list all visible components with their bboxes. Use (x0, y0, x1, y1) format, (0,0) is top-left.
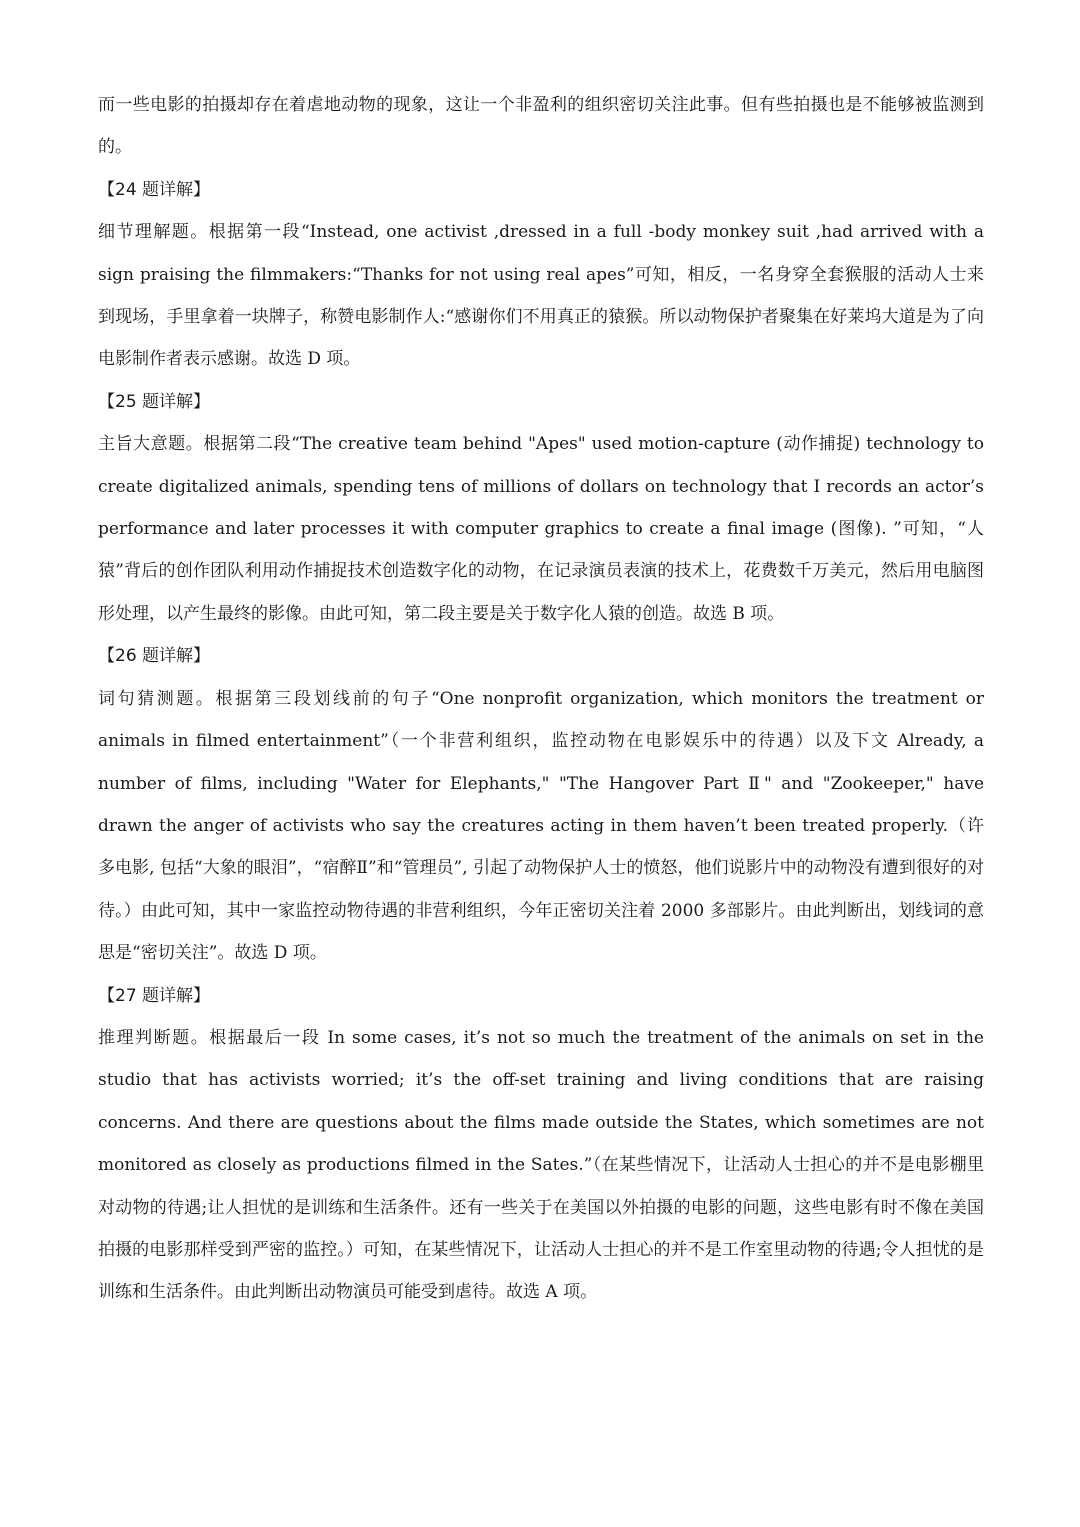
section-body-27: 推理判断题。根据最后一段 In some cases, it’s not so much the treatment of the animals on set in the studio that has activists worried; it’s the off-set training and living conditions that are raising concerns. And there are questions about the films made outside the States, which sometimes are not monitored as closely as productions filmed in the Sates.”（在某些情况下，让活动人士担心的并不是电影棚里对动物的待遇;让人担忧的是训练和生活条件。还有一些关于在美国以外拍摄的电影的问题，这些电影有时不像在美国拍摄的电影那样受到严密的监控。）可知，在某些情况下，让活动人士担心的并不是工作室里动物的待遇;令人担忧的是训练和生活条件。由此判断出动物演员可能受到虐待。故选 A 项。 (98, 1027, 984, 1303)
section-body-26: 词句猜测题。根据第三段划线前的句子“One nonprofit organization, which monitors the treatment or animals in filmed entertainment”（一个非营利组织，监控动物在电影娱乐中的待遇）以及下文 Already, a number of films, including "Water for Elephants," "The Hangover Part Ⅱ" and "Zookeeper," have drawn the anger of activists who say the creatures acting in them haven’t been treated properly.（许多电影, 包括“大象的眼泪”，“宿醉Ⅱ”和“管理员”, 引起了动物保护人士的愤怒，他们说影片中的动物没有遭到很好的对待。）由此可知，其中一家监控动物待遇的非营利组织，今年正密切关注着 2000 多部影片。由此判断出，划线词的意思是“密切关注”。故选 D 项。 (98, 688, 984, 964)
section-heading-25: 【25 题详解】 (98, 391, 211, 412)
section-body-24: 细节理解题。根据第一段“Instead, one activist ,dressed in a full -body monkey suit ,had arrived with a sign praising the filmmakers:“Thanks for not using real apes”可知，相反，一名身穿全套猴服的活动人士来到现场，手里拿着一块牌子，称赞电影制作人:“感谢你们不用真正的猿猴。所以动物保护者聚集在好莱坞大道是为了向电影制作者表示感谢。故选 D 项。 (98, 222, 984, 370)
section-heading-24: 【24 题详解】 (98, 179, 211, 200)
intro-paragraph: 而一些电影的拍摄却存在着虐地动物的现象，这让一个非盈利的组织密切关注此事。但有些拍摄也是不能够被监测到的。 (98, 95, 984, 158)
section-heading-27: 【27 题详解】 (98, 985, 211, 1006)
section-heading-26: 【26 题详解】 (98, 646, 211, 667)
document-page (98, 84, 984, 1314)
section-body-25: 主旨大意题。根据第二段“The creative team behind "Apes" used motion-capture (动作捕捉) technology to create digitalized animals, spending tens of millions of dollars on technology that I records an actor’s performance and later processes it with computer graphics to create a final image (图像). ”可知，“人猿”背后的创作团队利用动作捕捉技术创造数字化的动物，在记录演员表演的技术上，花费数千万美元，然后用电脑图形处理，以产生最终的影像。由此可知，第二段主要是关于数字化人猿的创造。故选 B 项。 (98, 434, 984, 624)
